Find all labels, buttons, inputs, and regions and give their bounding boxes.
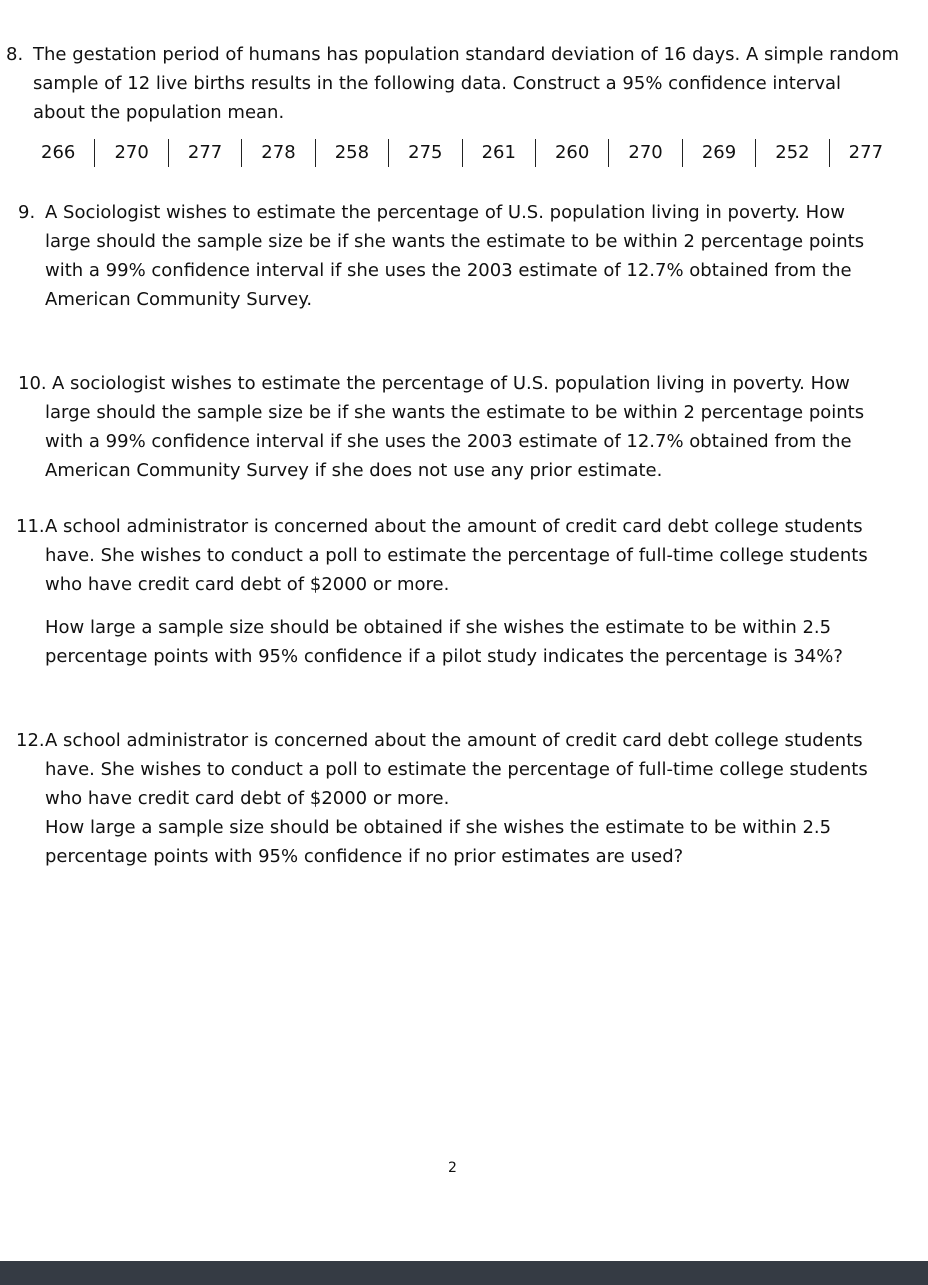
question-followup-line: percentage points with 95% confidence if a pilot study indicates the percentage is 34%? — [45, 646, 843, 667]
question-text-line: A school administrator is concerned about the amount of credit card debt college students — [45, 730, 863, 751]
question-text-line: large should the sample size be if she wants the estimate to be within 2 percentage points — [45, 231, 865, 252]
question-text-line: who have credit card debt of $2000 or more. — [45, 574, 450, 595]
question-text-line: who have credit card debt of $2000 or more. — [45, 788, 450, 809]
data-cell: 277 — [848, 142, 884, 163]
data-cell: 260 — [536, 139, 609, 167]
question-text-line: American Community Survey if she does not use any prior estimate. — [45, 460, 663, 481]
data-cell: 275 — [389, 139, 462, 167]
data-cell: 277 — [169, 139, 242, 167]
question-text-line: about the population mean. — [33, 102, 285, 123]
question-number: 8. — [6, 44, 24, 65]
question-number: 12. — [16, 730, 45, 751]
data-cell: 252 — [756, 139, 829, 167]
question-text-line: with a 99% confidence interval if she uses the 2003 estimate of 12.7% obtained from the — [45, 431, 852, 452]
data-cell: 269 — [683, 139, 756, 167]
data-cell: 270 — [95, 139, 168, 167]
data-table — [22, 139, 902, 167]
data-cell: 261 — [463, 139, 536, 167]
question-followup-line: How large a sample size should be obtained if she wishes the estimate to be within 2.5 — [45, 617, 832, 638]
question-number: 10. — [18, 373, 47, 394]
question-text-line: with a 99% confidence interval if she uses the 2003 estimate of 12.7% obtained from the — [45, 260, 852, 281]
question-text-line: American Community Survey. — [45, 289, 313, 310]
question-text-line: have. She wishes to conduct a poll to estimate the percentage of full-time college students — [45, 545, 868, 566]
question-number: 9. — [18, 202, 36, 223]
question-text-line: A Sociologist wishes to estimate the percentage of U.S. population living in poverty. How — [45, 202, 845, 223]
question-text-line: The gestation period of humans has population standard deviation of 16 days. A simple random — [33, 44, 899, 65]
footer-bar — [0, 1261, 928, 1285]
question-text-line: have. She wishes to conduct a poll to estimate the percentage of full-time college students — [45, 759, 868, 780]
data-cell: 278 — [242, 139, 315, 167]
page-number: 2 — [448, 1160, 457, 1176]
question-text-line: A school administrator is concerned about the amount of credit card debt college students — [45, 516, 863, 537]
question-text-line: How large a sample size should be obtained if she wishes the estimate to be within 2.5 — [45, 817, 832, 838]
data-cell: 266 — [22, 139, 95, 167]
data-cell: 270 — [609, 139, 682, 167]
question-text-line: percentage points with 95% confidence if no prior estimates are used? — [45, 846, 684, 867]
question-text-line: A sociologist wishes to estimate the percentage of U.S. population living in poverty. How — [52, 373, 850, 394]
question-text-line: sample of 12 live births results in the following data. Construct a 95% confidence interval — [33, 73, 842, 94]
question-number: 11. — [16, 516, 45, 537]
question-text-line: large should the sample size be if she wants the estimate to be within 2 percentage points — [45, 402, 865, 423]
data-cell: 258 — [316, 139, 389, 167]
